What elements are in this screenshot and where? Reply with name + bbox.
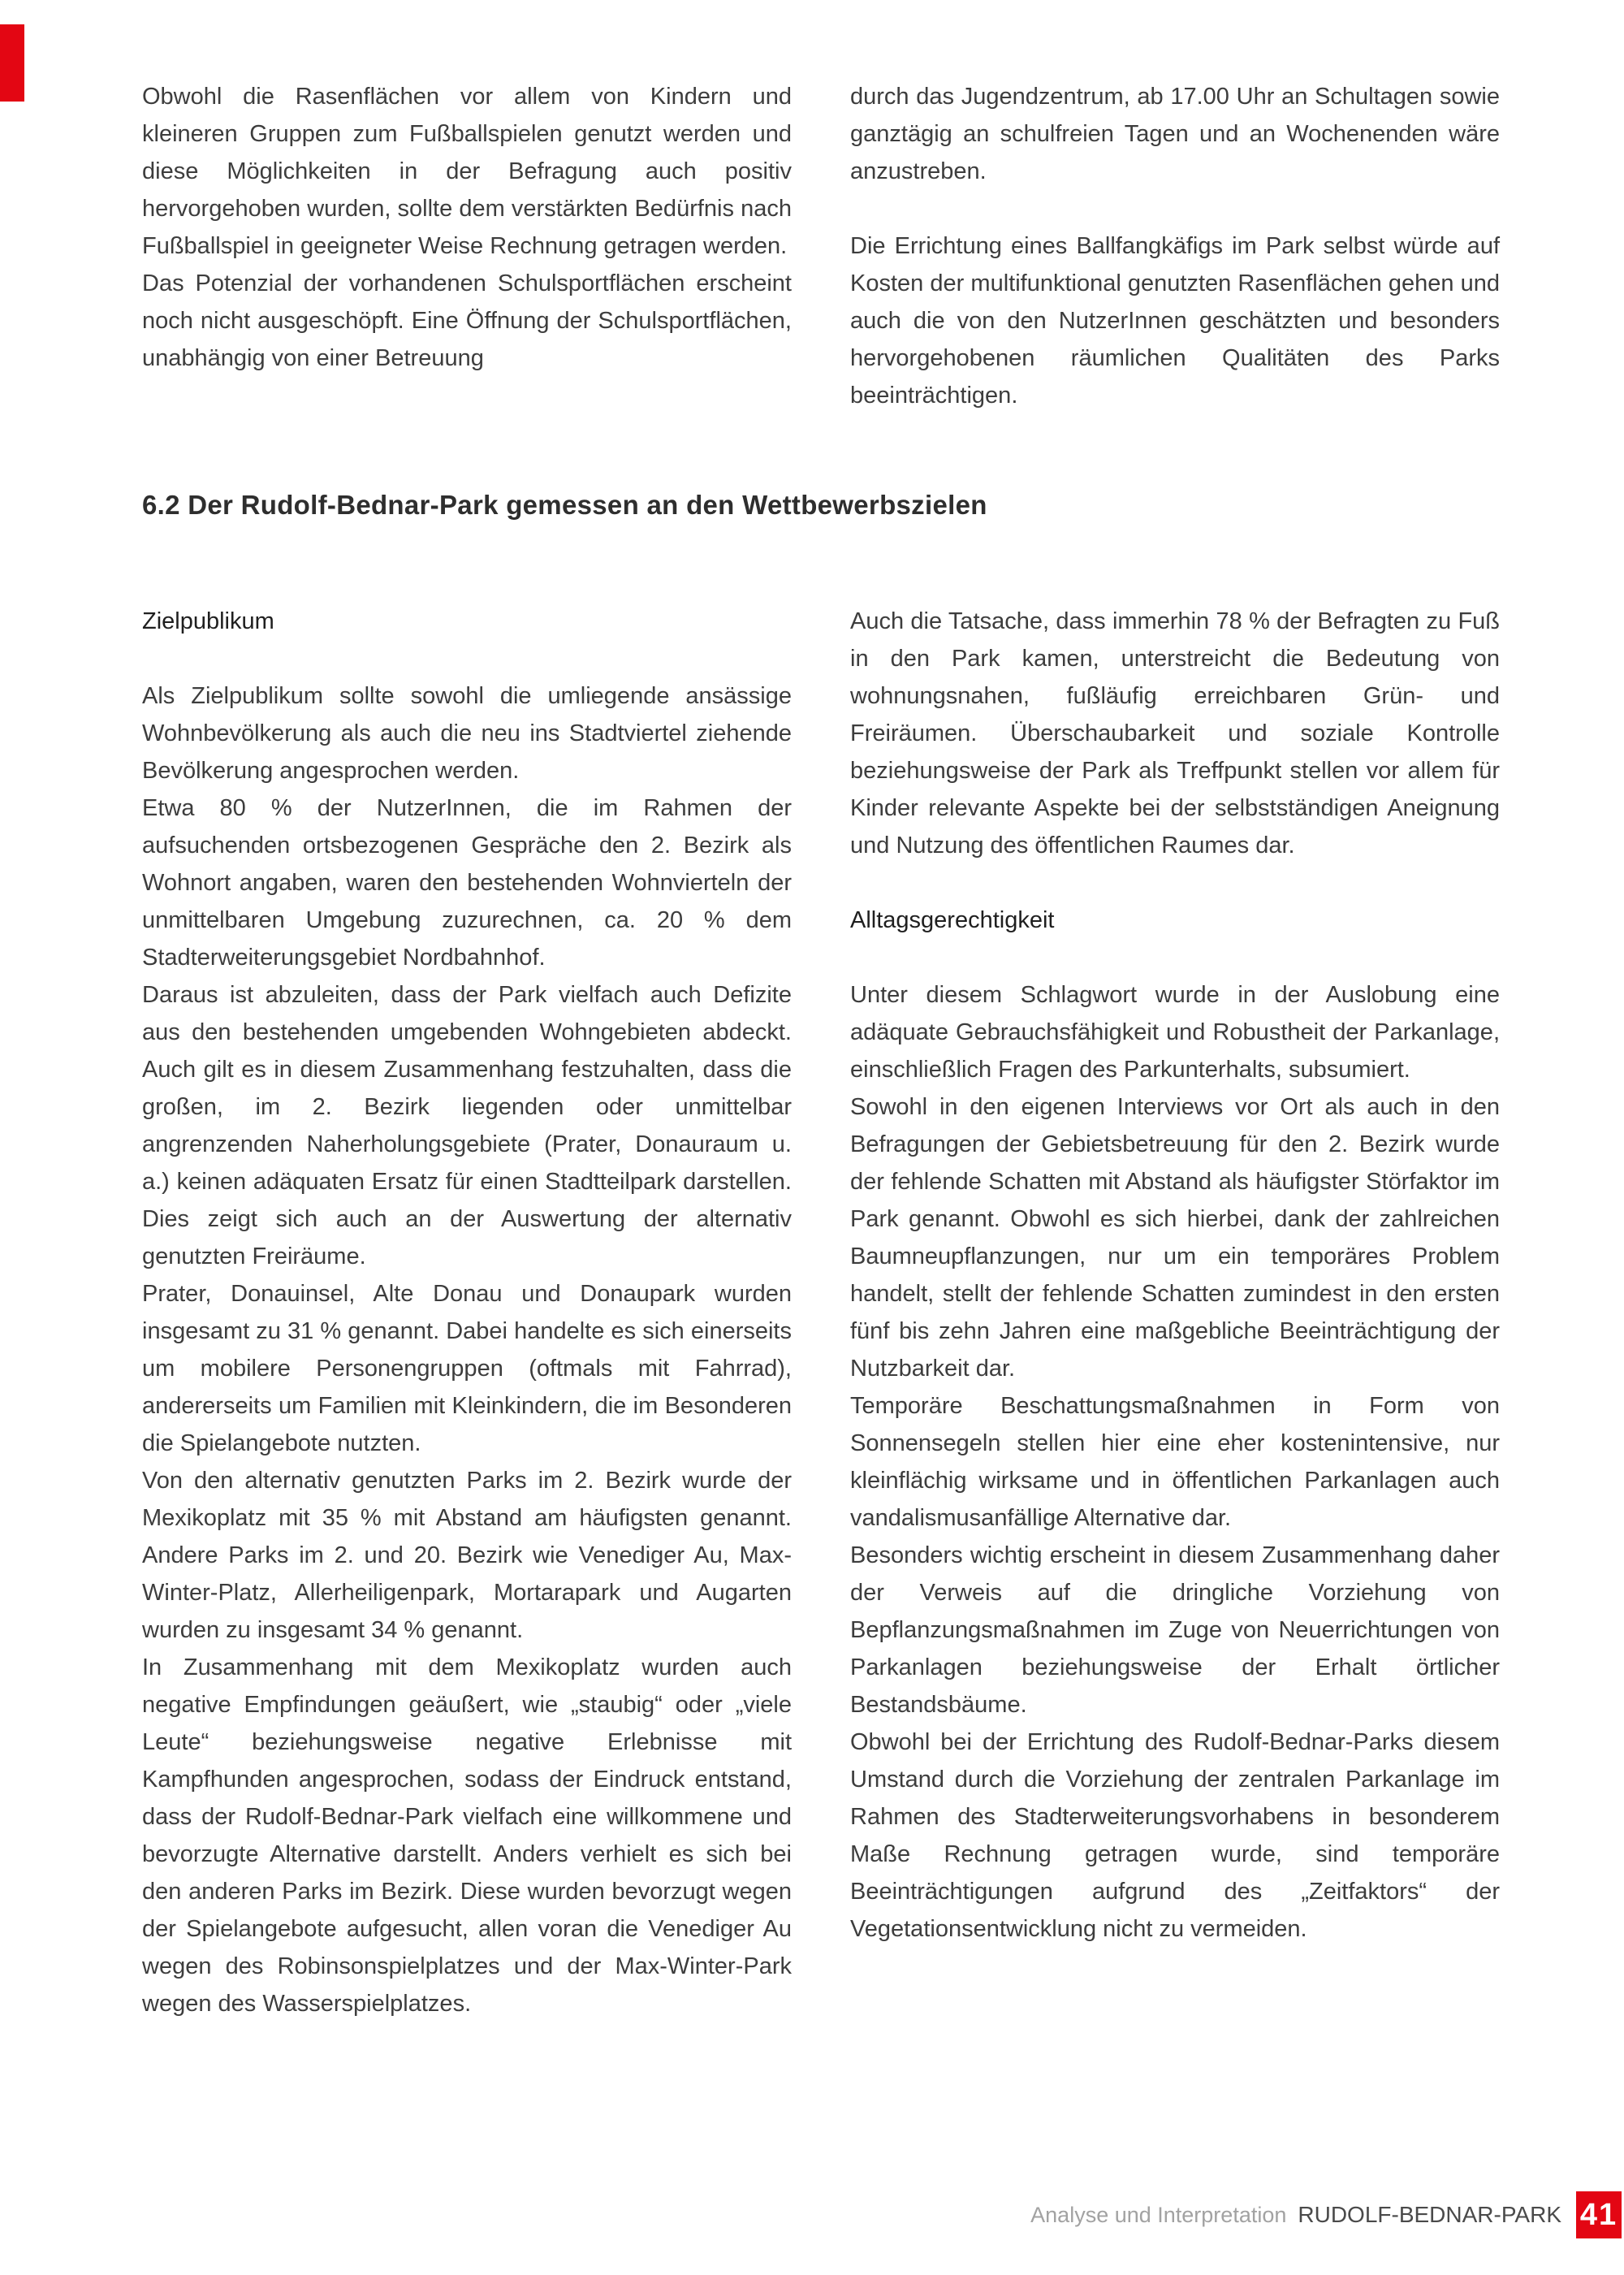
paragraph: Besonders wichtig erscheint in diesem Zusammenhang daher der Verweis auf die dringliche Vorziehung von Bepflanzungsmaßnahmen im Zuge von Neuerrichtungen von Parkanlagen beziehungsweise der Erhalt örtlicher Bestandsbäume. [850,1542,1500,1718]
intro-columns [142,78,1500,414]
subheading-zielpublikum: Zielpublikum [142,608,274,634]
paragraph: Das Potenzial der vorhandenen Schulsportflächen erscheint noch nicht ausgeschöpft. Eine Öffnung der Schulsportflächen, unabhängig von einer Betreuung [142,270,792,371]
section-right-column [850,603,1500,2022]
intro-right-column [850,78,1500,414]
page-content [142,78,1500,2022]
subheading-alltagsgerechtigkeit: Alltagsgerechtigkeit [850,907,1055,933]
paragraph: Obwohl bei der Errichtung des Rudolf-Bednar-Parks diesem Umstand durch die Vorziehung der zentralen Parkanlage im Rahmen des Stadterweiterungsvorhabens in besonderem Maße Rechnung getragen wurde, sind temporäre Beeinträchtigungen aufgrund des „Zeitfaktors“ der Vegetationsentwicklung nicht zu vermeiden. [850,1729,1500,1942]
intro-left-column [142,78,792,414]
section-heading: 6.2 Der Rudolf-Bednar-Park gemessen an den Wettbewerbszielen [142,490,987,520]
paragraph: Auch die Tatsache, dass immerhin 78 % der Befragten zu Fuß in den Park kamen, unterstreicht die Bedeutung von wohnungsnahen, fußläufig erreichbaren Grün- und Freiräumen. Überschaubarkeit und soziale Kontrolle beziehungsweise der Park als Treffpunkt stellen vor allem für Kinder relevante Aspekte bei der selbstständigen Aneignung und Nutzung des öffentlichen Raumes dar. [850,608,1500,859]
paragraph: Temporäre Beschattungsmaßnahmen in Form von Sonnensegeln stellen hier eine eher kostenintensive, nur kleinflächig wirksame und in öffentlichen Parkanlagen auch vandalismusanfällige Alternative dar. [850,1393,1500,1531]
footer-section-label: Analyse und Interpretation [1030,2202,1287,2227]
page-footer [0,2191,1624,2238]
paragraph: Etwa 80 % der NutzerInnen, die im Rahmen der aufsuchenden ortsbezogenen Gespräche den 2. Bezirk als Wohnort angaben, waren den bestehenden Wohnvierteln der unmittelbaren Umgebung zuzurechnen, ca. 20 % dem Stadterweiterungsgebiet Nordbahnhof. [142,795,792,971]
paragraph: Die Errichtung eines Ballfangkäfigs im Park selbst würde auf Kosten der multifunktional genutzten Rasenflächen gehen und auch die von den NutzerInnen geschätzten und besonders hervorgehobenen räumlichen Qualitäten des Parks beeinträchtigen. [850,233,1500,409]
paragraph: Prater, Donauinsel, Alte Donau und Donaupark wurden insgesamt zu 31 % genannt. Dabei handelte es sich einerseits um mobilere Personengruppen (oftmals mit Fahrrad), andererseits um Familien mit Kleinkindern, die im Besonderen die Spielangebote nutzten. [142,1281,792,1456]
paragraph: In Zusammenhang mit dem Mexikoplatz wurden auch negative Empfindungen geäußert, wie „staubig“ oder „viele Leute“ beziehungsweise negative Erlebnisse mit Kampfhunden angesprochen, sodass der Eindruck entstand, dass der Rudolf-Bednar-Park vielfach eine willkommene und bevorzugte Alternative darstellt. Anders verhielt es sich bei den anderen Parks im Bezirk. Diese wurden bevorzugt wegen der Spielangebote aufgesucht, allen voran die Venediger Au wegen des Robinsonspielplatzes und der Max-Winter-Park wegen des Wasserspielplatzes. [142,1654,792,2017]
paragraph: Sowohl in den eigenen Interviews vor Ort als auch in den Befragungen der Gebietsbetreuung für den 2. Bezirk wurde der fehlende Schatten mit Abstand als häufigster Störfaktor im Park genannt. Obwohl es sich hierbei, dank der zahlreichen Baumneupflanzungen, nur um ein temporäres Problem handelt, stellt der fehlende Schatten zumindest in den ersten fünf bis zehn Jahren eine maßgebliche Beeinträchtigung der Nutzbarkeit dar. [850,1094,1500,1382]
paragraph: durch das Jugendzentrum, ab 17.00 Uhr an Schultagen sowie ganztägig an schulfreien Tagen und an Wochenenden wäre anzustreben. [850,84,1500,184]
paragraph: Unter diesem Schlagwort wurde in der Auslobung eine adäquate Gebrauchsfähigkeit und Robustheit der Parkanlage, einschließlich Fragen des Parkunterhalts, subsumiert. [850,982,1500,1083]
paragraph: Als Zielpublikum sollte sowohl die umliegende ansässige Wohnbevölkerung als auch die neu ins Stadtviertel ziehende Bevölkerung angesprochen werden. [142,683,792,784]
footer-doc-title: RUDOLF-BEDNAR-PARK [1298,2202,1561,2227]
section-columns [142,603,1500,2022]
paragraph: Von den alternativ genutzten Parks im 2. Bezirk wurde der Mexikoplatz mit 35 % mit Abstand am häufigsten genannt. Andere Parks im 2. und 20. Bezirk wie Venediger Au, Max-Winter-Platz, Allerheiligenpark, Mortarapark und Augarten wurden zu insgesamt 34 % genannt. [142,1468,792,1643]
section-left-column [142,603,792,2022]
paragraph: Daraus ist abzuleiten, dass der Park vielfach auch Defizite aus den bestehenden umgebenden Wohngebieten abdeckt. Auch gilt es in diesem Zusammenhang festzuhalten, dass die großen, im 2. Bezirk liegenden oder unmittelbar angrenzenden Naherholungsgebiete (Prater, Donauraum u. a.) keinen adäquaten Ersatz für einen Stadtteilpark darstellen. Dies zeigt sich auch an der Auswertung der alternativ genutzten Freiräume. [142,982,792,1269]
accent-bar [0,24,24,102]
paragraph: Obwohl die Rasenflächen vor allem von Kindern und kleineren Gruppen zum Fußballspielen genutzt werden und diese Möglichkeiten in der Befragung auch positiv hervorgehoben wurden, sollte dem verstärkten Bedürfnis nach Fußballspiel in geeigneter Weise Rechnung getragen werden. [142,84,792,259]
page-number-badge: 41 [1576,2191,1622,2238]
